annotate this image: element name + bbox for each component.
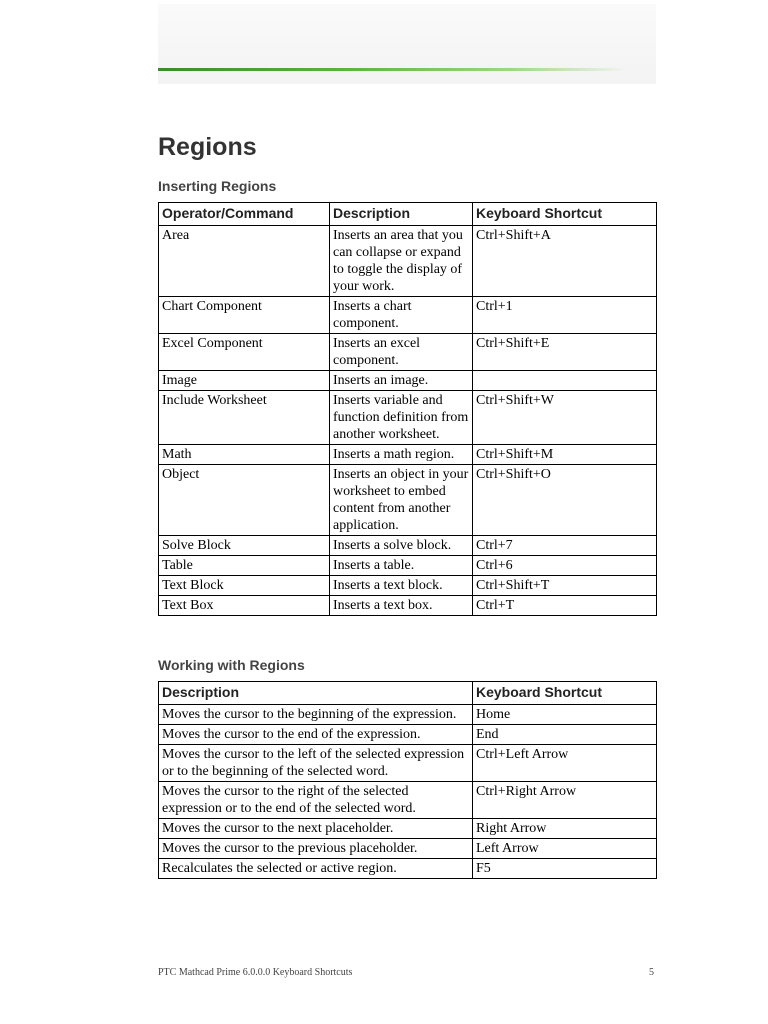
table-cell: Ctrl+1 bbox=[473, 297, 657, 334]
table-cell bbox=[473, 371, 657, 391]
table-row bbox=[159, 334, 657, 371]
table-cell: Object bbox=[159, 465, 330, 536]
table-row bbox=[159, 859, 657, 879]
table-cell: Home bbox=[473, 705, 657, 725]
page-number: 5 bbox=[649, 967, 654, 978]
table-header-row bbox=[159, 682, 657, 705]
inserting-regions-table bbox=[158, 202, 657, 616]
table-cell: Moves the cursor to the right of the selected expression or to the end of the selected word. bbox=[159, 782, 473, 819]
table-cell: Recalculates the selected or active region. bbox=[159, 859, 473, 879]
table-row bbox=[159, 226, 657, 297]
table-cell: Text Box bbox=[159, 596, 330, 616]
table-row bbox=[159, 556, 657, 576]
column-header: Description bbox=[159, 682, 473, 705]
table-cell: Inserts a solve block. bbox=[330, 536, 473, 556]
section-heading-inserting: Inserting Regions bbox=[158, 178, 277, 194]
working-table-body bbox=[159, 705, 657, 879]
table-row bbox=[159, 465, 657, 536]
table-cell: Chart Component bbox=[159, 297, 330, 334]
table-cell: Inserts a text block. bbox=[330, 576, 473, 596]
table-cell: Ctrl+Right Arrow bbox=[473, 782, 657, 819]
table-cell: Math bbox=[159, 445, 330, 465]
table-row bbox=[159, 445, 657, 465]
table-cell: Include Worksheet bbox=[159, 391, 330, 445]
table-row bbox=[159, 596, 657, 616]
table-cell: Inserts an excel component. bbox=[330, 334, 473, 371]
table-cell: Moves the cursor to the previous placeholder. bbox=[159, 839, 473, 859]
table-row bbox=[159, 297, 657, 334]
table-cell: Right Arrow bbox=[473, 819, 657, 839]
table-cell: Left Arrow bbox=[473, 839, 657, 859]
table-cell: Ctrl+6 bbox=[473, 556, 657, 576]
table-cell: Inserts a table. bbox=[330, 556, 473, 576]
table-cell: Inserts a text box. bbox=[330, 596, 473, 616]
footer-text: PTC Mathcad Prime 6.0.0.0 Keyboard Shortcuts bbox=[158, 967, 353, 978]
header-accent-line bbox=[158, 68, 628, 71]
column-header: Keyboard Shortcut bbox=[473, 682, 657, 705]
table-cell: Ctrl+Left Arrow bbox=[473, 745, 657, 782]
table-row bbox=[159, 839, 657, 859]
table-cell: Solve Block bbox=[159, 536, 330, 556]
table-cell: Moves the cursor to the beginning of the expression. bbox=[159, 705, 473, 725]
page-footer bbox=[158, 967, 656, 978]
table-row bbox=[159, 725, 657, 745]
table-cell: Table bbox=[159, 556, 330, 576]
table-cell: F5 bbox=[473, 859, 657, 879]
table-cell: Ctrl+T bbox=[473, 596, 657, 616]
table-cell: Ctrl+7 bbox=[473, 536, 657, 556]
table-cell: Inserts an area that you can collapse or expand to toggle the display of your work. bbox=[330, 226, 473, 297]
table-cell: Ctrl+Shift+T bbox=[473, 576, 657, 596]
table-cell: Moves the cursor to the left of the selected expression or to the beginning of the selected word. bbox=[159, 745, 473, 782]
column-header: Description bbox=[330, 203, 473, 226]
table-cell: End bbox=[473, 725, 657, 745]
table-cell: Moves the cursor to the end of the expression. bbox=[159, 725, 473, 745]
table-cell: Ctrl+Shift+E bbox=[473, 334, 657, 371]
table-cell: Area bbox=[159, 226, 330, 297]
table-cell: Ctrl+Shift+A bbox=[473, 226, 657, 297]
column-header: Keyboard Shortcut bbox=[473, 203, 657, 226]
table-header-row bbox=[159, 203, 657, 226]
table-row bbox=[159, 782, 657, 819]
table-cell: Moves the cursor to the next placeholder. bbox=[159, 819, 473, 839]
section-heading-working: Working with Regions bbox=[158, 657, 305, 673]
table-row bbox=[159, 371, 657, 391]
page-header-band bbox=[158, 4, 656, 84]
table-cell: Excel Component bbox=[159, 334, 330, 371]
table-row bbox=[159, 576, 657, 596]
table-cell: Ctrl+Shift+M bbox=[473, 445, 657, 465]
table-row bbox=[159, 705, 657, 725]
table-cell: Image bbox=[159, 371, 330, 391]
table-row bbox=[159, 819, 657, 839]
table-cell: Inserts an object in your worksheet to embed content from another application. bbox=[330, 465, 473, 536]
table-cell: Ctrl+Shift+O bbox=[473, 465, 657, 536]
table-cell: Inserts variable and function definition from another worksheet. bbox=[330, 391, 473, 445]
table-row bbox=[159, 745, 657, 782]
inserting-table-body bbox=[159, 226, 657, 616]
table-cell: Inserts a math region. bbox=[330, 445, 473, 465]
table-row bbox=[159, 391, 657, 445]
table-cell: Inserts an image. bbox=[330, 371, 473, 391]
table-cell: Ctrl+Shift+W bbox=[473, 391, 657, 445]
page-title: Regions bbox=[158, 133, 257, 161]
column-header: Operator/Command bbox=[159, 203, 330, 226]
table-row bbox=[159, 536, 657, 556]
table-cell: Text Block bbox=[159, 576, 330, 596]
table-cell: Inserts a chart component. bbox=[330, 297, 473, 334]
working-regions-table bbox=[158, 681, 657, 879]
